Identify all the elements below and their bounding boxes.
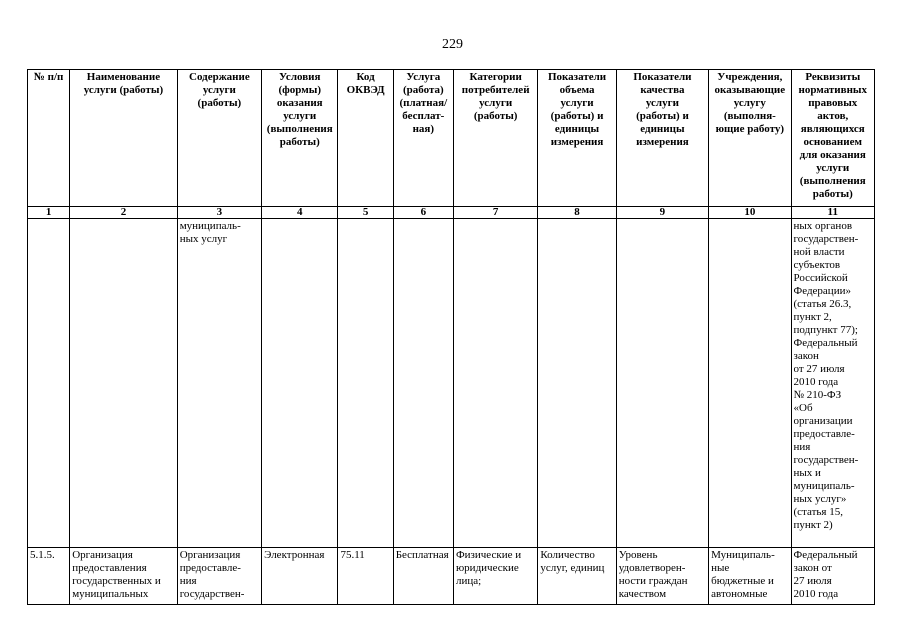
column-number: 8 bbox=[538, 207, 616, 219]
header-conditions: Условия (формы) оказания услуги (выполнения работы) bbox=[262, 70, 338, 207]
cell-consumer-categories bbox=[453, 219, 537, 548]
column-number: 9 bbox=[616, 207, 708, 219]
header-number: № п/п bbox=[28, 70, 70, 207]
column-number: 5 bbox=[338, 207, 393, 219]
column-number: 11 bbox=[791, 207, 874, 219]
cell-service-content: муниципаль- ных услуг bbox=[177, 219, 261, 548]
header-legal-acts: Реквизиты нормативных правовых актов, являющихся основанием для оказания услуги (выполнения работы) bbox=[791, 70, 874, 207]
column-number-row bbox=[28, 207, 875, 219]
cell-volume-indicators bbox=[538, 219, 616, 548]
services-registry-table bbox=[27, 69, 875, 605]
cell-service-name bbox=[70, 219, 178, 548]
cell-okved-code bbox=[338, 219, 393, 548]
cell-consumer-categories: Физические и юридические лица; bbox=[453, 548, 537, 605]
cell-institutions: Муниципаль- ные бюджетные и автономные bbox=[709, 548, 791, 605]
header-service-name: Наименование услуги (работы) bbox=[70, 70, 178, 207]
cell-number bbox=[28, 219, 70, 548]
cell-legal-acts: Федеральный закон от 27 июля 2010 года bbox=[791, 548, 874, 605]
column-number: 2 bbox=[70, 207, 178, 219]
column-number: 1 bbox=[28, 207, 70, 219]
cell-legal-acts: ных органов государствен- ной власти субъектов Российской Федерации» (статья 26.3, пункт 2, подпункт 77); Федеральный закон от 27 июля 2010 года № 210-ФЗ «Об организации предоставле- ния государствен- ных и муниципаль- ных услуг» (статья 15, пункт 2) bbox=[791, 219, 874, 548]
header-service-content: Содержание услуги (работы) bbox=[177, 70, 261, 207]
column-number: 3 bbox=[177, 207, 261, 219]
cell-quality-indicators: Уровень удовлетворен- ности граждан качеством bbox=[616, 548, 708, 605]
column-number: 7 bbox=[453, 207, 537, 219]
cell-service-name: Организация предоставления государственных и муниципальных bbox=[70, 548, 178, 605]
header-paid-free: Услуга (работа) (платная/ бесплат- ная) bbox=[393, 70, 453, 207]
table-header-row bbox=[28, 70, 875, 207]
table-row bbox=[28, 548, 875, 605]
header-consumer-categories: Категории потребителей услуги (работы) bbox=[453, 70, 537, 207]
page-number: 229 bbox=[442, 37, 463, 52]
cell-paid-free bbox=[393, 219, 453, 548]
cell-conditions: Электронная bbox=[262, 548, 338, 605]
cell-service-content: Организация предоставле- ния государствен- bbox=[177, 548, 261, 605]
cell-number: 5.1.5. bbox=[28, 548, 70, 605]
cell-conditions bbox=[262, 219, 338, 548]
header-institutions: Учреждения, оказывающие услугу (выполня- ющие работу) bbox=[709, 70, 791, 207]
column-number: 4 bbox=[262, 207, 338, 219]
cell-paid-free: Бесплатная bbox=[393, 548, 453, 605]
cell-institutions bbox=[709, 219, 791, 548]
header-quality-indicators: Показатели качества услуги (работы) и единицы измерения bbox=[616, 70, 708, 207]
cell-okved-code: 75.11 bbox=[338, 548, 393, 605]
cell-quality-indicators bbox=[616, 219, 708, 548]
column-number: 10 bbox=[709, 207, 791, 219]
column-number: 6 bbox=[393, 207, 453, 219]
continuation-row bbox=[28, 219, 875, 548]
cell-volume-indicators: Количество услуг, единиц bbox=[538, 548, 616, 605]
header-volume-indicators: Показатели объема услуги (работы) и единицы измерения bbox=[538, 70, 616, 207]
header-okved-code: Код ОКВЭД bbox=[338, 70, 393, 207]
